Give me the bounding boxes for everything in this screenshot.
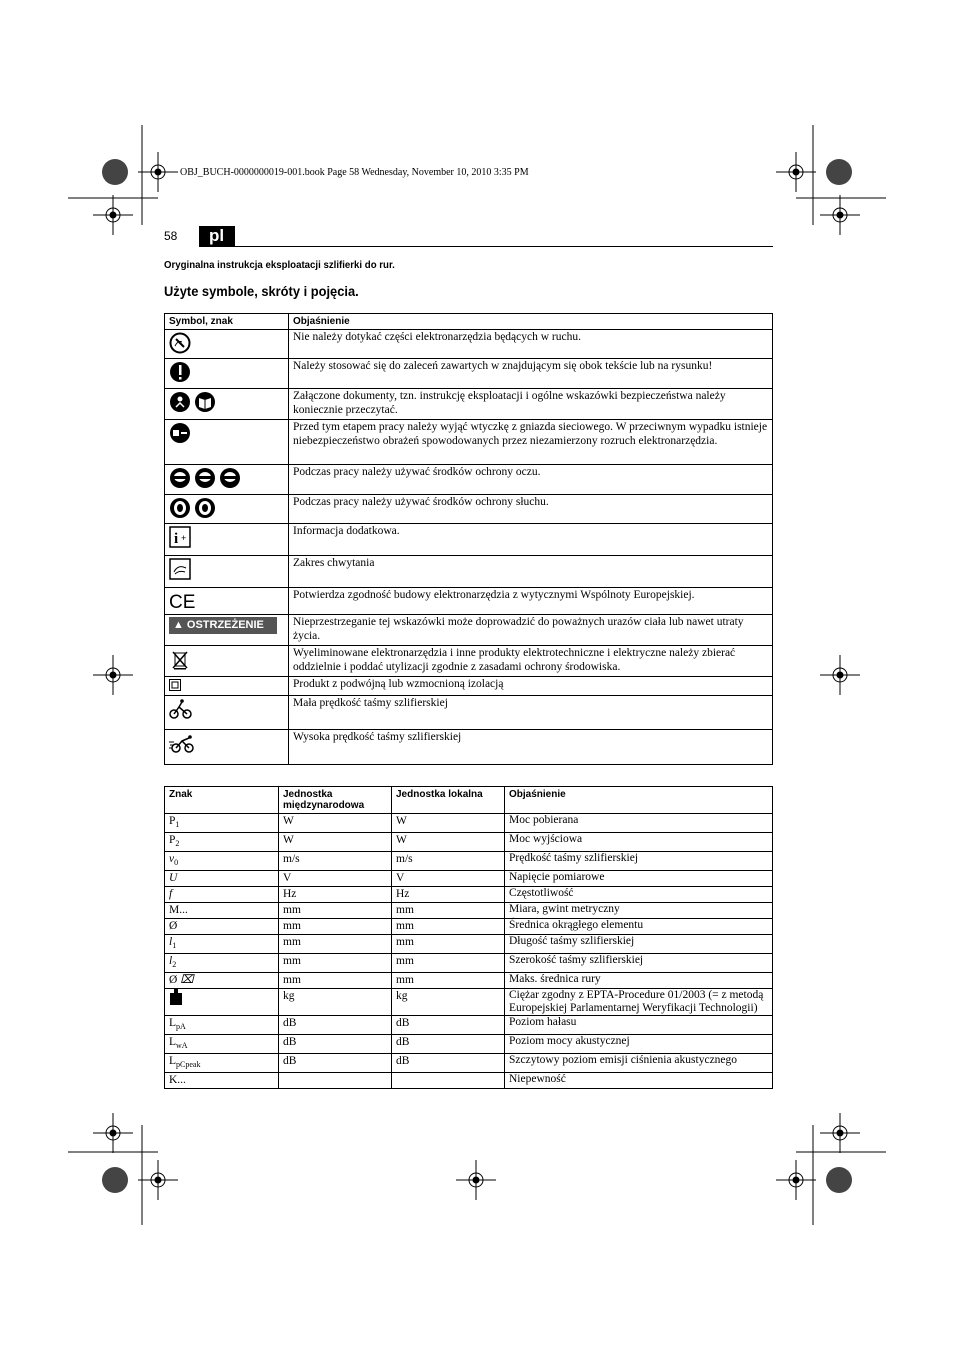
weee-bin-icon — [169, 648, 191, 670]
fast-bicycle-icon — [169, 732, 195, 754]
svg-text:i: i — [174, 531, 179, 547]
symbol-cell — [165, 524, 289, 556]
description-cell: Szerokość taśmy szlifierskiej — [505, 954, 773, 973]
svg-text:+: + — [181, 533, 187, 543]
description-cell: Napięcie pomiarowe — [505, 871, 773, 887]
intl-unit-cell: m/s — [279, 852, 392, 871]
local-unit-cell: mm — [392, 973, 505, 989]
explanation-cell: Zakres chwytania — [289, 556, 773, 588]
description-cell: Częstotliwość — [505, 887, 773, 903]
description-cell: Ciężar zgodny z EPTA-Procedure 01/2003 (= z metodą Europejskiej Parlamentarnej Weryfikacji Technologii) — [505, 989, 773, 1016]
intl-unit-cell: mm — [279, 935, 392, 954]
table-row — [165, 887, 773, 903]
weight-icon — [169, 989, 183, 1005]
warning-triangle-icon: ▲ — [173, 619, 184, 631]
table-row — [165, 330, 773, 359]
table-row — [165, 814, 773, 833]
table-row — [165, 389, 773, 420]
table-row — [165, 646, 773, 677]
document-subtitle: Oryginalna instrukcja eksploatacji szlifierki do rur. — [164, 259, 395, 271]
table-row — [165, 420, 773, 465]
sign-symbol: l — [169, 936, 173, 948]
symbol-cell — [165, 646, 289, 677]
explanation-cell: Podczas pracy należy używać środków ochrony słuchu. — [289, 495, 773, 524]
table-row — [165, 973, 773, 989]
description-cell: Moc pobierana — [505, 814, 773, 833]
description-cell: Miara, gwint metryczny — [505, 903, 773, 919]
description-cell: Długość taśmy szlifierskiej — [505, 935, 773, 954]
table-row — [165, 903, 773, 919]
table-row — [165, 695, 773, 729]
intl-unit-cell: mm — [279, 903, 392, 919]
local-unit-cell: W — [392, 833, 505, 852]
double-insulation-icon — [169, 679, 181, 691]
table-row — [165, 935, 773, 954]
table-row — [165, 989, 773, 1016]
print-info: OBJ_BUCH-0000000019-001.book Page 58 Wednesday, November 10, 2010 3:35 PM — [180, 167, 529, 178]
local-unit-cell: kg — [392, 989, 505, 1016]
description-cell: Szczytowy poziom emisji ciśnienia akustycznego — [505, 1054, 773, 1073]
sign-symbol: L — [169, 1055, 177, 1067]
units-table — [164, 786, 773, 1089]
table-row — [165, 556, 773, 588]
symbol-cell — [165, 359, 289, 389]
symbol-cell — [165, 556, 289, 588]
symbol-cell — [165, 588, 289, 615]
sign-symbol: U — [169, 872, 178, 884]
sign-subscript: pA — [176, 1022, 186, 1031]
sign-cell — [165, 1073, 279, 1089]
table-row — [165, 359, 773, 389]
sign-cell — [165, 1035, 279, 1054]
sign-subscript: wA — [176, 1041, 188, 1050]
sign-cell — [165, 919, 279, 935]
explanation-cell: Nieprzestrzeganie tej wskazówki może doprowadzić do poważnych urazów ciała lub nawet utraty życia. — [289, 615, 773, 646]
svg-text:CE: CE — [169, 592, 195, 612]
description-cell: Poziom mocy akustycznej — [505, 1035, 773, 1054]
sign-subscript: 2 — [175, 839, 180, 848]
explanation-cell: Przed tym etapem pracy należy wyjąć wtyczkę z gniazda sieciowego. W przeciwnym wypadku istnieje niebezpieczeństwo obrażeń spowodowanych przez niezamierzony rozruch elektronarzędzia. — [289, 420, 773, 465]
local-unit-cell: m/s — [392, 852, 505, 871]
table-row — [165, 677, 773, 696]
symbol-cell — [165, 615, 289, 646]
local-unit-cell — [392, 1073, 505, 1089]
no-touch-icon — [169, 332, 191, 354]
header-description: Objaśnienie — [505, 787, 773, 814]
symbol-cell — [165, 695, 289, 729]
table-row — [165, 1016, 773, 1035]
table-row — [165, 1073, 773, 1089]
sign-cell — [165, 989, 279, 1016]
local-unit-cell: mm — [392, 935, 505, 954]
symbol-cell — [165, 330, 289, 359]
symbol-cell — [165, 495, 289, 524]
explanation-cell: Informacja dodatkowa. — [289, 524, 773, 556]
local-unit-cell: mm — [392, 903, 505, 919]
table-row — [165, 919, 773, 935]
table-row — [165, 465, 773, 495]
unplug-icon — [169, 422, 191, 444]
local-unit-cell: mm — [392, 954, 505, 973]
exclamation-icon — [169, 361, 191, 383]
sign-cell — [165, 1016, 279, 1035]
section-heading: Użyte symbole, skróty i pojęcia. — [164, 283, 359, 299]
explanation-cell: Załączone dokumenty, tzn. instrukcję eksploatacji i ogólne wskazówki bezpieczeństwa należy koniecznie przeczytać. — [289, 389, 773, 420]
explanation-cell: Wysoka prędkość taśmy szlifierskiej — [289, 729, 773, 764]
header-explanation: Objaśnienie — [289, 314, 773, 330]
page-number: 58 — [164, 229, 178, 243]
local-unit-cell: V — [392, 871, 505, 887]
sign-cell — [165, 973, 279, 989]
table-row — [165, 871, 773, 887]
description-cell: Poziom hałasu — [505, 1016, 773, 1035]
table-header-row — [165, 787, 773, 814]
sign-symbol: Ø — [169, 974, 178, 986]
intl-unit-cell: Hz — [279, 887, 392, 903]
table-row — [165, 588, 773, 615]
ear-protection-icon — [169, 497, 191, 519]
table-row — [165, 615, 773, 646]
sign-cell — [165, 852, 279, 871]
sign-subscript: pCpeak — [176, 1060, 201, 1069]
sign-cell — [165, 935, 279, 954]
table-row — [165, 495, 773, 524]
table-row — [165, 1035, 773, 1054]
explanation-cell: Podczas pracy należy używać środków ochrony oczu. — [289, 465, 773, 495]
sign-symbol: v — [169, 853, 175, 865]
explanation-cell: Mała prędkość taśmy szlifierskiej — [289, 695, 773, 729]
ear-protection-icon — [194, 497, 216, 519]
header-rule — [199, 246, 773, 247]
slow-bicycle-icon — [169, 698, 193, 720]
sign-cell — [165, 871, 279, 887]
symbols-table — [164, 313, 773, 765]
sign-symbol: l — [169, 955, 173, 967]
description-cell: Maks. średnica rury — [505, 973, 773, 989]
table-row — [165, 1054, 773, 1073]
pipe-diameter-icon: ⌧ — [180, 974, 194, 986]
symbol-cell — [165, 389, 289, 420]
sign-symbol: L — [169, 1036, 177, 1048]
language-tag: pl — [199, 226, 235, 246]
sign-symbol: f — [169, 888, 173, 900]
table-row — [165, 954, 773, 973]
intl-unit-cell: V — [279, 871, 392, 887]
explanation-cell: Produkt z podwójną lub wzmocnioną izolacją — [289, 677, 773, 696]
sign-symbol: P — [169, 834, 176, 846]
explanation-cell: Nie należy dotykać części elektronarzędzia będących w ruchu. — [289, 330, 773, 359]
local-unit-cell: W — [392, 814, 505, 833]
sign-cell — [165, 903, 279, 919]
info-icon — [169, 526, 191, 548]
sign-symbol: L — [169, 1017, 177, 1029]
header-intl-unit: Jednostka międzynarodowa — [279, 787, 392, 814]
intl-unit-cell: kg — [279, 989, 392, 1016]
sign-symbol: P — [169, 815, 176, 827]
symbol-cell — [165, 420, 289, 465]
warning-badge-label: OSTRZEŻENIE — [186, 619, 264, 631]
sign-symbol: Ø — [169, 920, 178, 932]
intl-unit-cell: dB — [279, 1054, 392, 1073]
sign-subscript: 2 — [172, 960, 177, 969]
explanation-cell: Należy stosować się do zaleceń zawartych w znajdującym się obok tekście lub na rysunku! — [289, 359, 773, 389]
read-manual-icon — [194, 391, 216, 413]
grip-area-icon — [169, 558, 191, 580]
local-unit-cell: dB — [392, 1054, 505, 1073]
header-symbol: Symbol, znak — [165, 314, 289, 330]
intl-unit-cell: dB — [279, 1035, 392, 1054]
table-row — [165, 852, 773, 871]
sign-symbol: M... — [169, 904, 188, 916]
sign-cell — [165, 814, 279, 833]
description-cell: Średnica okrągłego elementu — [505, 919, 773, 935]
sign-cell — [165, 1054, 279, 1073]
eye-protection-icon — [219, 467, 241, 489]
table-row — [165, 524, 773, 556]
intl-unit-cell: W — [279, 833, 392, 852]
sign-cell — [165, 887, 279, 903]
explanation-cell: Wyeliminowane elektronarzędzia i inne produkty elektrotechniczne i elektryczne należy zbierać oddzielnie i poddać utylizacji zgodnie z zasadami ochrony środowiska. — [289, 646, 773, 677]
description-cell: Moc wyjściowa — [505, 833, 773, 852]
symbol-cell — [165, 465, 289, 495]
description-cell: Prędkość taśmy szlifierskiej — [505, 852, 773, 871]
table-header-row — [165, 314, 773, 330]
local-unit-cell: dB — [392, 1035, 505, 1054]
symbol-cell — [165, 729, 289, 764]
explanation-cell: Potwierdza zgodność budowy elektronarzędzia z wytycznymi Wspólnoty Europejskiej. — [289, 588, 773, 615]
table-row — [165, 729, 773, 764]
local-unit-cell: dB — [392, 1016, 505, 1035]
ce-mark-icon — [169, 590, 195, 612]
local-unit-cell: mm — [392, 919, 505, 935]
sign-symbol: K... — [169, 1074, 186, 1086]
intl-unit-cell: dB — [279, 1016, 392, 1035]
intl-unit-cell: W — [279, 814, 392, 833]
intl-unit-cell: mm — [279, 973, 392, 989]
header-sign: Znak — [165, 787, 279, 814]
intl-unit-cell — [279, 1073, 392, 1089]
read-manual-icon — [169, 391, 191, 413]
table-row — [165, 833, 773, 852]
local-unit-cell: Hz — [392, 887, 505, 903]
warning-badge — [169, 617, 277, 634]
eye-protection-icon — [169, 467, 191, 489]
eye-protection-icon — [194, 467, 216, 489]
header-local-unit: Jednostka lokalna — [392, 787, 505, 814]
sign-subscript: 1 — [172, 941, 177, 950]
sign-cell — [165, 954, 279, 973]
sign-subscript: 0 — [174, 858, 179, 867]
sign-cell — [165, 833, 279, 852]
intl-unit-cell: mm — [279, 919, 392, 935]
symbol-cell — [165, 677, 289, 696]
description-cell: Niepewność — [505, 1073, 773, 1089]
sign-subscript: 1 — [175, 820, 180, 829]
intl-unit-cell: mm — [279, 954, 392, 973]
